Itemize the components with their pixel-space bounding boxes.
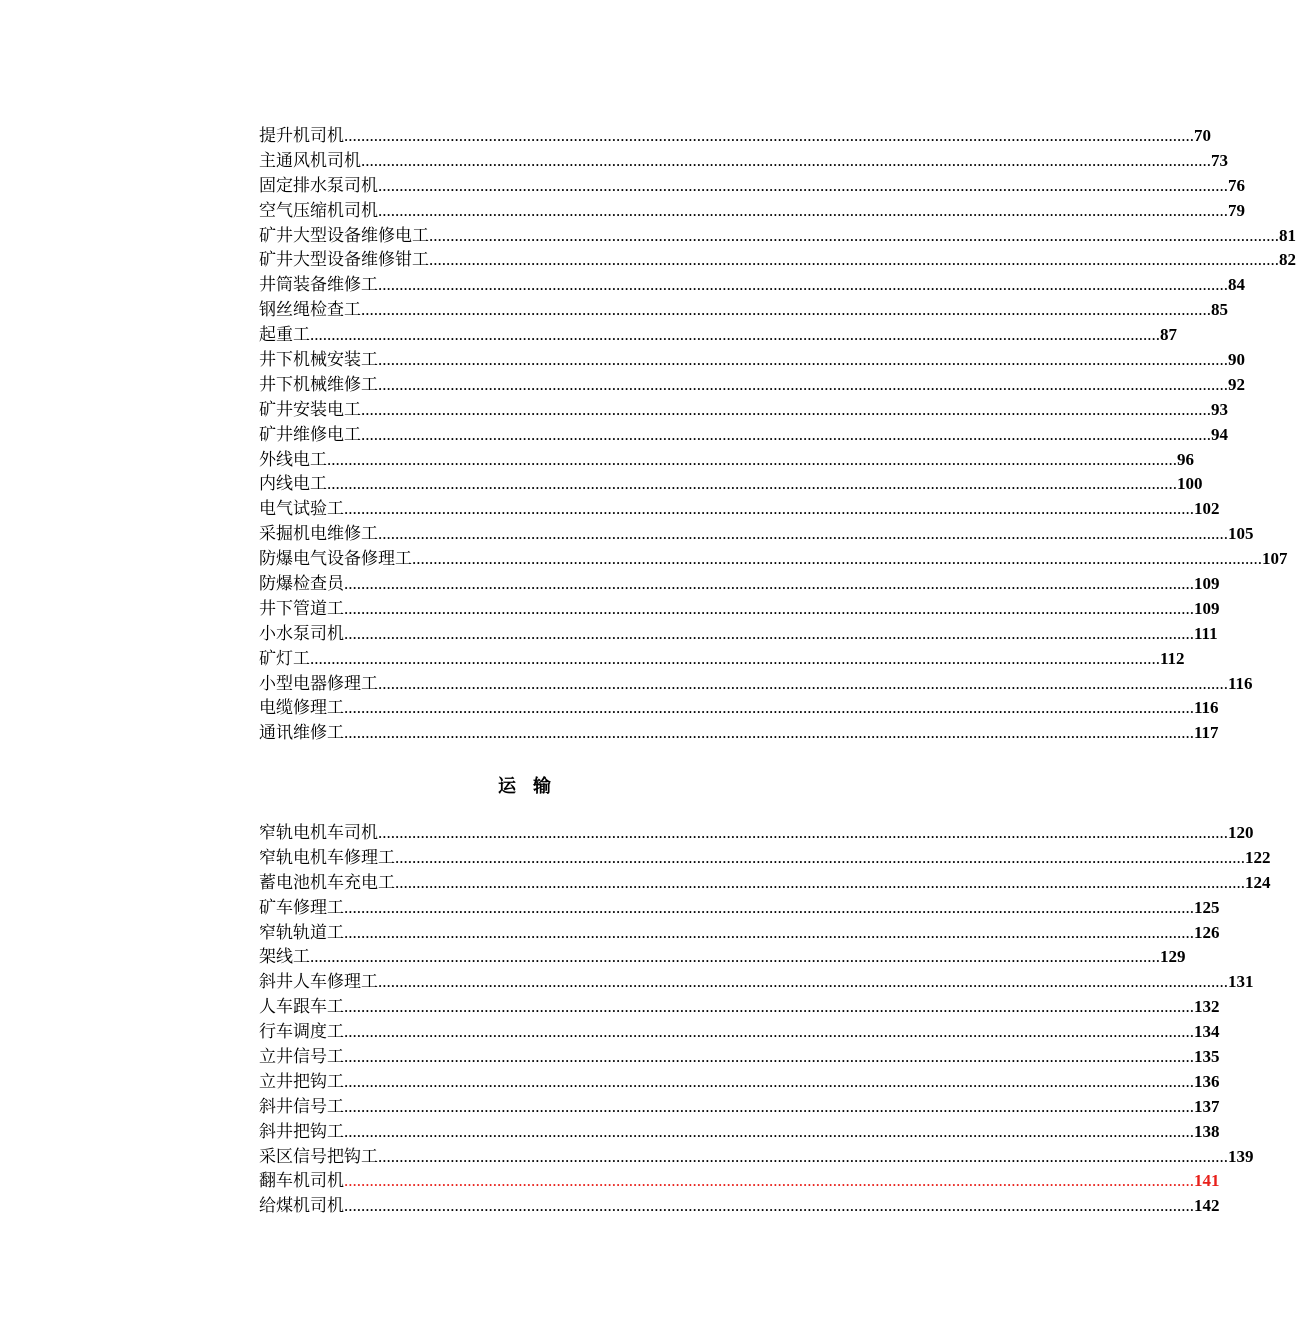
toc-entry-page-number: 70: [1194, 126, 1211, 145]
toc-entry-page-number: 116: [1228, 673, 1253, 693]
toc-entry-title: 井下管道工: [259, 598, 344, 619]
toc-entry-page-number: 124: [1245, 872, 1271, 892]
toc-entry[interactable]: [259, 199, 1245, 224]
toc-entry[interactable]: [259, 298, 1228, 323]
toc-entry-page-number: 102: [1194, 499, 1220, 519]
toc-dot-leader: ........................................................................................................................................................................................................: [412, 549, 1262, 569]
section-heading-transport: 运输: [498, 776, 568, 797]
toc-entry-title: 架线工: [259, 947, 310, 968]
toc-entry-page-number: 92: [1228, 374, 1245, 394]
toc-entry[interactable]: [259, 323, 1177, 348]
toc-dot-leader: ........................................................................................................................................................................................................: [378, 972, 1228, 992]
toc-entry[interactable]: [259, 373, 1245, 398]
toc-entry-title: 矿井安装电工: [259, 399, 361, 420]
toc-entry[interactable]: [259, 398, 1228, 423]
toc-dot-leader: ........................................................................................................................................................................................................: [344, 598, 1194, 618]
toc-entry-title: 井下机械维修工: [259, 374, 378, 395]
toc-dot-leader: ........................................................................................................................................................................................................: [344, 574, 1194, 594]
toc-entry[interactable]: [259, 821, 1254, 846]
toc-entry-title: 井筒装备维修工: [259, 275, 378, 296]
toc-dot-leader: ........................................................................................................................................................................................................: [378, 524, 1228, 544]
toc-entry-title: 提升机司机: [259, 126, 344, 146]
toc-dot-leader: ........................................................................................................................................................................................................: [395, 872, 1245, 892]
toc-entry-page-number: 81: [1279, 225, 1296, 245]
toc-entry-title: 采掘机电维修工: [259, 524, 378, 545]
toc-entry[interactable]: [259, 1020, 1220, 1045]
toc-entry-title: 起重工: [259, 325, 310, 346]
toc-entry-page-number: 111: [1194, 623, 1218, 643]
toc-dot-leader: ........................................................................................................................................................................................................: [327, 474, 1177, 494]
toc-entry[interactable]: [259, 995, 1220, 1020]
toc-dot-leader: ........................................................................................................................................................................................................: [344, 1047, 1194, 1067]
toc-entry-page-number: 107: [1262, 549, 1288, 569]
toc-entry[interactable]: [259, 472, 1203, 497]
toc-entry-title: 行车调度工: [259, 1022, 344, 1043]
toc-entry-title: 给煤机司机: [259, 1196, 344, 1217]
toc-dot-leader: ........................................................................................................................................................................................................: [344, 499, 1194, 519]
toc-dot-leader: ........................................................................................................................................................................................................: [344, 997, 1194, 1017]
toc-entry[interactable]: [259, 597, 1220, 622]
toc-dot-leader: ........................................................................................................................................................................................................: [344, 1171, 1194, 1191]
toc-entry[interactable]: [259, 547, 1288, 572]
toc-entry[interactable]: [259, 970, 1254, 995]
toc-entry[interactable]: [259, 448, 1194, 473]
toc-entry-page-number: 117: [1194, 723, 1219, 743]
toc-entry-title: 人车跟车工: [259, 997, 344, 1018]
toc-entry[interactable]: [259, 672, 1253, 697]
toc-entry-page-number: 131: [1228, 972, 1254, 992]
toc-dot-leader: ........................................................................................................................................................................................................: [344, 623, 1194, 643]
toc-dot-leader: ........................................................................................................................................................................................................: [361, 424, 1211, 444]
toc-entry[interactable]: [259, 846, 1271, 871]
toc-dot-leader: ........................................................................................................................................................................................................: [378, 1146, 1228, 1166]
toc-entry-title: 矿车修理工: [259, 897, 344, 918]
toc-dot-leader: ........................................................................................................................................................................................................: [361, 150, 1211, 170]
toc-entry[interactable]: [259, 423, 1228, 448]
toc-entry[interactable]: [259, 174, 1245, 199]
toc-entry-page-number: 84: [1228, 275, 1245, 295]
toc-entry[interactable]: [259, 1120, 1220, 1145]
toc-entry[interactable]: [259, 224, 1296, 249]
toc-entry-title: 空气压缩机司机: [259, 200, 378, 221]
toc-entry-page-number: 90: [1228, 350, 1245, 370]
toc-dot-leader: ........................................................................................................................................................................................................: [378, 350, 1228, 370]
toc-entry[interactable]: [259, 1194, 1220, 1219]
toc-entry-title: 立井信号工: [259, 1047, 344, 1068]
toc-entry-page-number: 137: [1194, 1096, 1220, 1116]
toc-entry-page-number: 138: [1194, 1121, 1220, 1141]
toc-entry[interactable]: [259, 497, 1220, 522]
toc-entry-page-number: 125: [1194, 897, 1220, 917]
toc-dot-leader: ........................................................................................................................................................................................................: [378, 673, 1228, 693]
toc-entry-title: 斜井信号工: [259, 1096, 344, 1117]
toc-entry-title: 翻车机司机: [259, 1171, 344, 1192]
toc-entry-page-number: 93: [1211, 399, 1228, 419]
toc-entry[interactable]: [259, 1169, 1220, 1194]
toc-entry-title: 窄轨电机车修理工: [259, 847, 395, 868]
toc-entry-page-number: 82: [1279, 250, 1296, 270]
toc-entry-page-number: 139: [1228, 1146, 1254, 1166]
toc-dot-leader: ........................................................................................................................................................................................................: [378, 175, 1228, 195]
toc-entry-page-number: 141: [1194, 1171, 1220, 1191]
toc-entry[interactable]: [259, 348, 1245, 373]
toc-entry-page-number: 105: [1228, 524, 1254, 544]
toc-entry-page-number: 135: [1194, 1047, 1220, 1067]
toc-entry[interactable]: [259, 1070, 1220, 1095]
toc-dot-leader: ........................................................................................................................................................................................................: [344, 698, 1194, 718]
toc-entry-title: 防爆电气设备修理工: [259, 549, 412, 570]
toc-entry-title: 蓄电池机车充电工: [259, 872, 395, 893]
toc-entry[interactable]: [259, 622, 1218, 647]
toc-dot-leader: ........................................................................................................................................................................................................: [327, 449, 1177, 469]
toc-dot-leader: ........................................................................................................................................................................................................: [344, 1071, 1194, 1091]
toc-entry-page-number: 79: [1228, 200, 1245, 220]
toc-dot-leader: ........................................................................................................................................................................................................: [310, 947, 1160, 967]
toc-entry-title: 窄轨轨道工: [259, 922, 344, 943]
toc-entry[interactable]: [259, 945, 1186, 970]
toc-entry-title: 矿井大型设备维修钳工: [259, 250, 429, 271]
toc-entry-page-number: 94: [1211, 424, 1228, 444]
toc-entry-page-number: 134: [1194, 1022, 1220, 1042]
toc-dot-leader: ........................................................................................................................................................................................................: [395, 847, 1245, 867]
toc-entry-title: 矿井大型设备维修电工: [259, 225, 429, 246]
toc-entry[interactable]: [259, 1045, 1220, 1070]
toc-list-top: [259, 124, 1296, 746]
toc-entry-page-number: 120: [1228, 823, 1254, 842]
toc-entry[interactable]: [259, 248, 1296, 273]
toc-entry[interactable]: [259, 273, 1245, 298]
toc-dot-leader: ........................................................................................................................................................................................................: [310, 648, 1160, 668]
toc-entry-title: 立井把钩工: [259, 1071, 344, 1092]
toc-entry-page-number: 87: [1160, 325, 1177, 345]
toc-dot-leader: ........................................................................................................................................................................................................: [344, 126, 1194, 145]
toc-entry[interactable]: [259, 1095, 1220, 1120]
toc-entry-page-number: 132: [1194, 997, 1220, 1017]
toc-entry[interactable]: [259, 1145, 1254, 1170]
toc-dot-leader: ........................................................................................................................................................................................................: [344, 1022, 1194, 1042]
toc-dot-leader: ........................................................................................................................................................................................................: [344, 1121, 1194, 1141]
toc-entry-title: 主通风机司机: [259, 150, 361, 171]
toc-entry-title: 内线电工: [259, 474, 327, 495]
toc-entry-page-number: 76: [1228, 175, 1245, 195]
toc-entry[interactable]: [259, 647, 1185, 672]
toc-entry-title: 通讯维修工: [259, 723, 344, 744]
toc-entry[interactable]: [259, 921, 1220, 946]
toc-entry-page-number: 109: [1194, 598, 1220, 618]
toc-dot-leader: ........................................................................................................................................................................................................: [378, 823, 1228, 842]
toc-entry-page-number: 96: [1177, 449, 1194, 469]
toc-entry[interactable]: [259, 696, 1219, 721]
toc-entry-title: 固定排水泵司机: [259, 175, 378, 196]
toc-dot-leader: ........................................................................................................................................................................................................: [429, 250, 1279, 270]
toc-entry-page-number: 122: [1245, 847, 1271, 867]
toc-entry-title: 电气试验工: [259, 499, 344, 520]
toc-entry[interactable]: [259, 871, 1271, 896]
toc-entry-page-number: 112: [1160, 648, 1185, 668]
toc-entry-page-number: 109: [1194, 574, 1220, 594]
toc-entry[interactable]: [259, 721, 1219, 746]
toc-dot-leader: ........................................................................................................................................................................................................: [429, 225, 1279, 245]
toc-entry-page-number: 85: [1211, 300, 1228, 320]
toc-dot-leader: ........................................................................................................................................................................................................: [344, 897, 1194, 917]
toc-entry-title: 电缆修理工: [259, 698, 344, 719]
toc-entry[interactable]: [259, 149, 1228, 174]
toc-dot-leader: ........................................................................................................................................................................................................: [344, 1096, 1194, 1116]
toc-entry-title: 井下机械安装工: [259, 350, 378, 371]
toc-entry[interactable]: [259, 896, 1220, 921]
toc-dot-leader: ........................................................................................................................................................................................................: [378, 200, 1228, 220]
toc-dot-leader: ........................................................................................................................................................................................................: [344, 1196, 1194, 1216]
toc-list-transport: [259, 821, 1271, 1219]
toc-entry-title: 矿灯工: [259, 648, 310, 669]
toc-entry-title: 钢丝绳检查工: [259, 300, 361, 321]
toc-entry[interactable]: [259, 124, 1211, 149]
toc-dot-leader: ........................................................................................................................................................................................................: [361, 300, 1211, 320]
toc-entry[interactable]: [259, 522, 1254, 547]
toc-dot-leader: ........................................................................................................................................................................................................: [344, 922, 1194, 942]
toc-dot-leader: ........................................................................................................................................................................................................: [378, 374, 1228, 394]
toc-dot-leader: ........................................................................................................................................................................................................: [344, 723, 1194, 743]
toc-entry-title: 小型电器修理工: [259, 673, 378, 694]
toc-entry-page-number: 129: [1160, 947, 1186, 967]
toc-entry-title: 斜井把钩工: [259, 1121, 344, 1142]
toc-entry-title: 小水泵司机: [259, 623, 344, 644]
toc-entry-page-number: 142: [1194, 1196, 1220, 1216]
toc-entry-page-number: 116: [1194, 698, 1219, 718]
toc-entry-page-number: 100: [1177, 474, 1203, 494]
toc-entry-title: 外线电工: [259, 449, 327, 470]
toc-entry-title: 窄轨电机车司机: [259, 823, 378, 843]
toc-entry[interactable]: [259, 572, 1220, 597]
toc-entry-page-number: 73: [1211, 150, 1228, 170]
toc-entry-title: 斜井人车修理工: [259, 972, 378, 993]
toc-dot-leader: ........................................................................................................................................................................................................: [310, 325, 1160, 345]
toc-entry-page-number: 126: [1194, 922, 1220, 942]
toc-dot-leader: ........................................................................................................................................................................................................: [361, 399, 1211, 419]
toc-entry-title: 采区信号把钩工: [259, 1146, 378, 1167]
toc-entry-title: 矿井维修电工: [259, 424, 361, 445]
toc-entry-page-number: 136: [1194, 1071, 1220, 1091]
toc-entry-title: 防爆检查员: [259, 574, 344, 595]
toc-dot-leader: ........................................................................................................................................................................................................: [378, 275, 1228, 295]
